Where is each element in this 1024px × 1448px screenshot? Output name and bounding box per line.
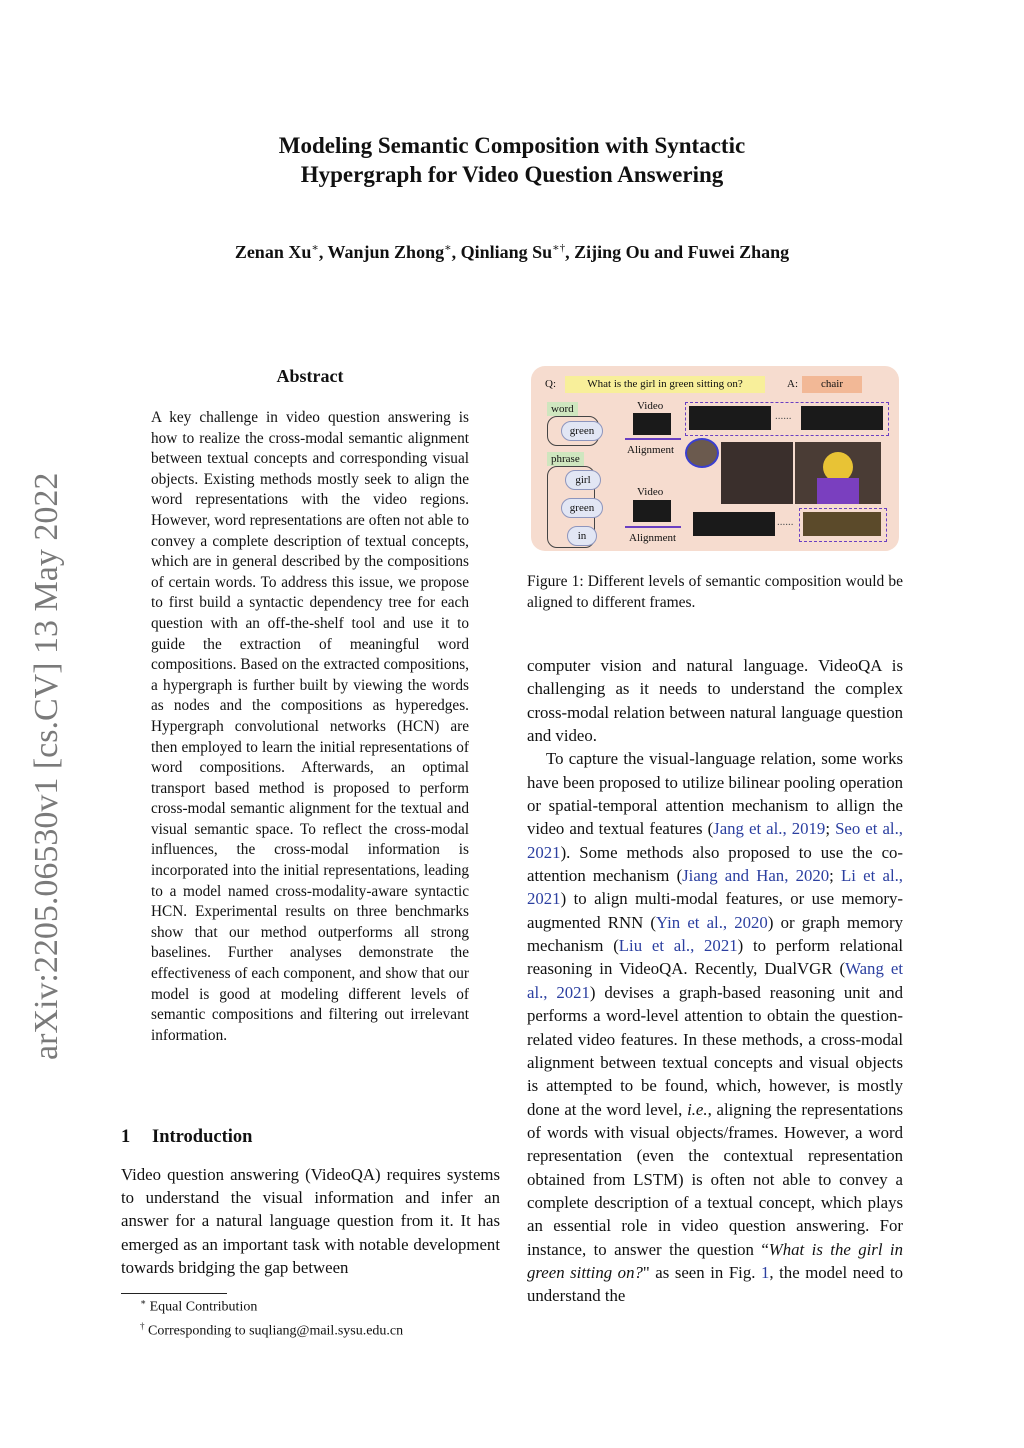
title-line-2: Hypergraph for Video Question Answering [300, 162, 724, 187]
citation-link[interactable]: Wang et al., 2021 [527, 959, 904, 1002]
citation-link[interactable]: Jang et al., 2019 [713, 819, 826, 839]
intro-right-column [527, 654, 903, 1308]
footnote-1-mark: ∗ [140, 1297, 147, 1307]
alignment-label-bottom: Alignment [629, 532, 677, 544]
citation-link[interactable]: Jiang and Han, 2020 [682, 866, 830, 886]
question-text: What is the girl in green sitting on? [565, 376, 765, 393]
paragraph-text: ) to perform relational reasoning in VideoQA. Recently, DualVGR ( [527, 936, 903, 979]
section-title: Introduction [152, 1127, 253, 1147]
frame-strip-bottom-right [803, 512, 881, 536]
intro-paragraph-1: computer vision and natural language. VideoQA is challenging as it needs to understand the complex cross-modal relation between natural language question and video. [527, 656, 903, 746]
section-heading [121, 1127, 252, 1148]
citation-link[interactable]: Liu et al., 2021 [618, 936, 738, 956]
zoomed-object-circle [685, 438, 719, 468]
answer-label: A: [787, 378, 798, 390]
title-line-1: Modeling Semantic Composition with Syntactic [278, 133, 746, 158]
citation-link[interactable]: Seo et al., 2021 [527, 819, 903, 862]
footnote-1-text: Equal Contribution [149, 1299, 258, 1315]
citation-separator: ; [829, 866, 842, 886]
paragraph-text: To capture the visual-language relation, some works have been proposed to utilize bilinear pooling operation or spatial-temporal attention mechanism to allign the video and textual features ( [527, 749, 903, 839]
footnote-2-text: Corresponding to suqliang@mail.sysu.edu.cn [148, 1323, 404, 1339]
paragraph-text: , the model need to understand the [527, 1262, 904, 1306]
author-mark: ∗ [311, 242, 319, 254]
question-label: Q: [545, 378, 556, 390]
ellipsis-top: ...... [775, 410, 792, 422]
citation-separator: ; [825, 819, 836, 839]
frame-strip-bottom-left [693, 512, 775, 536]
abstract-heading: Abstract [276, 366, 344, 386]
girl-figure-body [817, 478, 859, 504]
figure-1-caption: Figure 1: Different levels of semantic composition would be aligned to different frames. [527, 573, 903, 611]
footnote-1 [140, 1293, 403, 1317]
arxiv-identifier: arXiv:2205.06530v1 [cs.CV] 13 May 2022 [28, 472, 65, 1060]
video-label-top: Video [637, 400, 664, 412]
video-clip-icon [633, 500, 671, 522]
author-name: Qinliang Su [460, 242, 553, 262]
paragraph-text: , aligning the representations of words with visual objects/frames. However, a word representation (even the contextual representation obtained from LSTM) is often not able to convey a complete description of a textual concept, which plays an essential role in video question answering. For instance, to answer the question “ [527, 1099, 903, 1259]
paragraph-text: " as seen in Fig. [642, 1262, 761, 1282]
figure-1 [531, 366, 899, 551]
author-name: Zenan Xu [234, 242, 312, 262]
paragraph-text: ) to align multi-modal features, or use memory-augmented RNN ( [527, 889, 903, 932]
paragraph-text: ) devises a graph-based reasoning unit and performs a word-level attention to obtain the question-related video features. In these methods, a cross-modal alignment between textual concepts and visual objects is attempted to be found, which, however, is mostly done at the word level, [527, 982, 903, 1119]
author-list: Zenan Xu∗, Wanjun Zhong∗, Qinliang Su∗†, Zijing Ou and Fuwei Zhang [234, 242, 790, 262]
frame-strip-top-left [689, 406, 771, 430]
video-clip-icon [633, 413, 671, 435]
author-mark: ∗† [552, 242, 566, 254]
video-label-bottom: Video [637, 486, 664, 498]
citation-link[interactable]: Li et al., 2021 [527, 866, 903, 909]
alignment-arrow-bottom [625, 526, 681, 528]
alignment-arrow-top [625, 438, 681, 440]
author-name: Zijing Ou and Fuwei Zhang [574, 242, 790, 262]
paper-title [0, 131, 1024, 189]
frame-strip-top-right [801, 406, 883, 430]
author-mark: ∗ [444, 242, 452, 254]
phrase-node-girl: girl [565, 470, 601, 490]
ellipsis-bottom: ...... [777, 516, 794, 528]
intro-paragraph-2 [527, 747, 903, 1307]
video-frame-room [721, 442, 793, 504]
paragraph-text: ) or graph memory mechanism ( [527, 912, 903, 956]
author-name: Wanjun Zhong [327, 242, 445, 262]
answer-text: chair [802, 376, 862, 393]
figure-reference-link[interactable]: 1 [760, 1262, 770, 1282]
paragraph-text: ). Some methods also proposed to use the co-attention mechanism ( [527, 842, 903, 886]
italic-ie: i.e. [687, 1099, 708, 1119]
video-frame-girl [795, 442, 881, 504]
word-node-green: green [561, 421, 603, 441]
phrase-node-in: in [567, 526, 597, 546]
footnote-2 [140, 1317, 403, 1341]
section-number: 1 [121, 1127, 131, 1147]
intro-left-paragraph: Video question answering (VideoQA) requires systems to understand the visual information and infer an answer for a natural language question from it. It has emerged as an important task with notable development towards bridging the gap between [121, 1165, 500, 1277]
word-tag: word [547, 402, 578, 416]
footnotes [140, 1293, 403, 1340]
citation-link[interactable]: Yin et al., 2020 [655, 912, 768, 932]
phrase-tag: phrase [547, 452, 584, 466]
alignment-label-top: Alignment [627, 444, 675, 456]
italic-question: What is the girl in green sitting on? [527, 1239, 903, 1282]
phrase-node-green: green [561, 498, 603, 518]
abstract-body: A key challenge in video question answering is how to realize the cross-modal semantic alignment between textual concepts and corresponding visual objects. Existing methods mostly seek to align the word representations with the video regions. However, word representations are often not able to convey a complete description of textual concepts, which are in general described by the compositions of certain words. To address this issue, we propose to first build a syntactic dependency tree for each question with an off-the-shelf tool and use it to guide the extraction of meaningful word compositions. Based on the extracted compositions, a hypergraph is further built by viewing the words as nodes and the compositions as hyperedges. Hypergraph convolutional networks (HCN) are then employed to learn the initial representations of word compositions. Afterwards, an optimal transport based method is proposed to perform cross-modal semantic alignment for the textual and visual semantic space. To reflect the cross-modal influences, the cross-modal information is incorporated into the initial representations, leading to a model named cross-modality-aware syntactic HCN. Experimental results on three benchmarks show that our method outperforms all strong baselines. Further analyses demonstrate the effectiveness of each component, and show that our model is good at modeling different levels of semantic compositions and filtering out irrelevant information. [151, 409, 469, 1044]
footnote-2-mark: † [140, 1320, 145, 1331]
